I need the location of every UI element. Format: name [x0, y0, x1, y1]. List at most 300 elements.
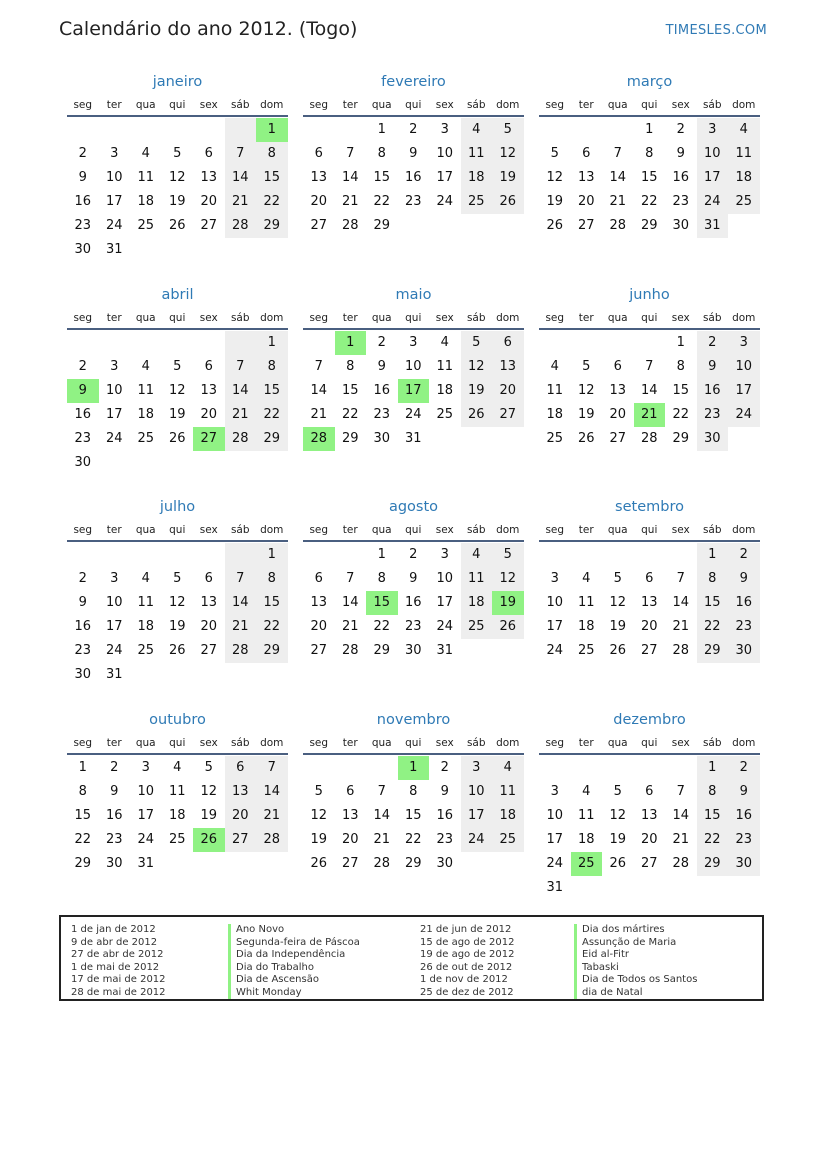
day-cell: 3 — [110, 146, 119, 161]
day-cell: 18 — [137, 407, 155, 422]
empty-day-cell — [303, 118, 335, 142]
day-cell: 13 — [577, 170, 595, 185]
holiday-day-cell: 19 — [492, 591, 524, 615]
empty-day-cell — [335, 756, 367, 780]
day-cell: 3 — [550, 571, 559, 586]
weekday-label: dom — [496, 524, 520, 536]
day-cell: 22 — [341, 407, 359, 422]
weekday-label: dom — [260, 737, 284, 749]
day-cell: 5 — [492, 543, 524, 567]
day-cell: 20 — [492, 379, 524, 403]
day-cell: 24 — [105, 218, 123, 233]
day-cell: 24 — [546, 856, 564, 871]
day-cell: 19 — [546, 194, 564, 209]
day-cell: 12 — [168, 595, 186, 610]
day-cell: 3 — [461, 756, 493, 780]
brand-link[interactable]: TIMESLES.COM — [665, 23, 767, 38]
day-cell: 15 — [256, 591, 288, 615]
legend-holiday-name: Segunda-feira de Páscoa — [236, 936, 360, 948]
legend-date: 1 de jan de 2012 — [71, 924, 156, 935]
day-cell: 23 — [728, 828, 760, 852]
day-grid — [67, 118, 288, 262]
weekday-label: ter — [342, 99, 358, 111]
day-cell: 6 — [582, 146, 591, 161]
empty-day-cell — [539, 756, 571, 780]
day-cell: 3 — [110, 571, 119, 586]
empty-day-cell — [571, 756, 603, 780]
day-cell: 10 — [546, 808, 564, 823]
day-cell: 6 — [204, 146, 213, 161]
day-cell: 12 — [168, 383, 186, 398]
holiday-day-cell: 25 — [571, 852, 603, 876]
empty-day-cell — [256, 663, 288, 687]
day-cell: 16 — [436, 808, 454, 823]
weekday-header — [539, 520, 760, 542]
day-cell: 17 — [546, 619, 564, 634]
weekday-label: sex — [435, 524, 454, 536]
weekday-label: sáb — [230, 524, 250, 536]
month-maio — [303, 283, 524, 451]
day-cell: 29 — [256, 214, 288, 238]
weekday-label: dom — [732, 737, 756, 749]
day-cell: 20 — [640, 619, 658, 634]
day-cell: 10 — [436, 146, 454, 161]
day-cell: 16 — [697, 379, 729, 403]
day-cell: 9 — [440, 784, 449, 799]
day-cell: 4 — [173, 760, 182, 775]
empty-day-cell — [162, 451, 194, 475]
day-cell: 19 — [461, 379, 493, 403]
weekday-label: seg — [309, 524, 329, 536]
weekday-label: qui — [641, 99, 658, 111]
day-cell: 23 — [404, 194, 422, 209]
day-cell: 16 — [74, 194, 92, 209]
day-cell: 27 — [200, 218, 218, 233]
weekday-label: sex — [671, 737, 690, 749]
weekday-label: seg — [73, 312, 93, 324]
empty-day-cell — [130, 543, 162, 567]
day-cell: 18 — [461, 166, 493, 190]
empty-day-cell — [461, 427, 493, 451]
day-cell: 30 — [697, 427, 729, 451]
weekday-label: qua — [371, 99, 392, 111]
day-cell: 25 — [492, 828, 524, 852]
day-cell: 22 — [373, 619, 391, 634]
day-cell: 8 — [256, 355, 288, 379]
day-cell: 13 — [310, 170, 328, 185]
day-grid — [303, 118, 524, 238]
empty-day-cell — [602, 543, 634, 567]
day-cell: 23 — [74, 218, 92, 233]
weekday-label: seg — [73, 99, 93, 111]
holiday-day-cell: 1 — [256, 118, 288, 142]
holiday-day-cell: 27 — [193, 427, 225, 451]
day-cell: 5 — [204, 760, 213, 775]
month-julho — [67, 495, 288, 687]
day-cell: 9 — [697, 355, 729, 379]
day-cell: 15 — [256, 379, 288, 403]
empty-day-cell — [429, 427, 461, 451]
day-cell: 12 — [577, 383, 595, 398]
weekday-label: qua — [135, 312, 156, 324]
empty-day-cell — [67, 331, 99, 355]
day-cell: 23 — [373, 407, 391, 422]
day-cell: 26 — [168, 218, 186, 233]
empty-day-cell — [162, 118, 194, 142]
day-cell: 18 — [546, 407, 564, 422]
empty-day-cell — [99, 331, 131, 355]
weekday-label: seg — [309, 312, 329, 324]
day-cell: 30 — [74, 667, 92, 682]
day-cell: 21 — [341, 194, 359, 209]
day-cell: 30 — [74, 455, 92, 470]
day-cell: 7 — [346, 571, 355, 586]
day-cell: 6 — [613, 359, 622, 374]
day-cell: 21 — [256, 804, 288, 828]
holiday-day-cell: 17 — [398, 379, 430, 403]
legend-date: 21 de jun de 2012 — [420, 924, 512, 935]
day-cell: 14 — [225, 166, 257, 190]
day-cell: 3 — [440, 122, 449, 137]
day-cell: 30 — [74, 242, 92, 257]
weekday-label: sex — [199, 99, 218, 111]
day-cell: 14 — [341, 170, 359, 185]
day-cell: 30 — [436, 856, 454, 871]
day-cell: 13 — [310, 595, 328, 610]
weekday-label: sáb — [702, 737, 722, 749]
day-cell: 31 — [404, 431, 422, 446]
day-cell: 26 — [461, 403, 493, 427]
day-cell: 10 — [546, 595, 564, 610]
day-cell: 14 — [672, 595, 690, 610]
day-cell: 7 — [225, 355, 257, 379]
day-cell: 12 — [546, 170, 564, 185]
month-setembro — [539, 495, 760, 663]
weekday-label: ter — [578, 524, 594, 536]
day-cell: 6 — [314, 571, 323, 586]
day-cell: 26 — [492, 190, 524, 214]
weekday-label: sáb — [466, 737, 486, 749]
empty-day-cell — [634, 756, 666, 780]
day-cell: 19 — [609, 619, 627, 634]
day-cell: 15 — [640, 170, 658, 185]
holiday-legend — [59, 915, 764, 1001]
day-cell: 27 — [310, 643, 328, 658]
day-cell: 21 — [341, 619, 359, 634]
day-cell: 15 — [341, 383, 359, 398]
weekday-label: dom — [260, 524, 284, 536]
day-grid — [67, 543, 288, 687]
day-cell: 29 — [74, 856, 92, 871]
day-cell: 16 — [105, 808, 123, 823]
day-cell: 7 — [256, 756, 288, 780]
day-cell: 25 — [168, 832, 186, 847]
empty-day-cell — [256, 451, 288, 475]
day-cell: 30 — [672, 218, 690, 233]
legend-date: 27 de abr de 2012 — [71, 949, 164, 960]
weekday-label: ter — [578, 99, 594, 111]
weekday-label: qui — [641, 737, 658, 749]
legend-date: 17 de mai de 2012 — [71, 974, 166, 985]
holiday-day-cell: 1 — [335, 331, 367, 355]
day-cell: 11 — [436, 359, 454, 374]
day-cell: 20 — [225, 804, 257, 828]
day-cell: 16 — [404, 170, 422, 185]
day-cell: 8 — [377, 571, 386, 586]
day-cell: 18 — [728, 166, 760, 190]
weekday-label: qua — [135, 524, 156, 536]
empty-day-cell — [225, 852, 257, 876]
day-cell: 29 — [640, 218, 658, 233]
holiday-day-cell: 28 — [303, 427, 335, 451]
weekday-header — [67, 308, 288, 330]
weekday-label: qua — [135, 737, 156, 749]
day-cell: 18 — [168, 808, 186, 823]
day-cell: 5 — [582, 359, 591, 374]
day-cell: 16 — [672, 170, 690, 185]
day-cell: 5 — [314, 784, 323, 799]
day-cell: 20 — [200, 194, 218, 209]
empty-day-cell — [461, 214, 493, 238]
empty-day-cell — [665, 876, 697, 900]
day-cell: 28 — [672, 643, 690, 658]
empty-day-cell — [193, 238, 225, 262]
legend-date: 28 de mai de 2012 — [71, 986, 166, 998]
empty-day-cell — [492, 427, 524, 451]
day-cell: 21 — [373, 832, 391, 847]
weekday-label: seg — [73, 737, 93, 749]
empty-day-cell — [728, 214, 760, 238]
day-cell: 21 — [225, 403, 257, 427]
day-cell: 9 — [409, 571, 418, 586]
day-cell: 1 — [697, 756, 729, 780]
day-cell: 1 — [377, 122, 386, 137]
empty-day-cell — [256, 238, 288, 262]
day-cell: 24 — [546, 643, 564, 658]
day-cell: 8 — [377, 146, 386, 161]
weekday-label: ter — [342, 312, 358, 324]
legend-dates-left — [71, 924, 166, 999]
day-cell: 26 — [577, 431, 595, 446]
weekday-label: ter — [578, 737, 594, 749]
weekday-label: ter — [106, 99, 122, 111]
day-cell: 2 — [409, 122, 418, 137]
weekday-label: qui — [405, 99, 422, 111]
weekday-label: qua — [371, 737, 392, 749]
empty-day-cell — [335, 543, 367, 567]
day-cell: 9 — [676, 146, 685, 161]
day-cell: 23 — [697, 403, 729, 427]
month-name: agosto — [388, 499, 439, 515]
weekday-label: sex — [435, 99, 454, 111]
day-cell: 4 — [461, 118, 493, 142]
day-cell: 9 — [110, 784, 119, 799]
day-cell: 15 — [256, 166, 288, 190]
day-cell: 14 — [640, 383, 658, 398]
day-cell: 4 — [141, 571, 150, 586]
day-cell: 16 — [728, 591, 760, 615]
empty-day-cell — [571, 543, 603, 567]
weekday-label: dom — [260, 99, 284, 111]
day-cell: 4 — [582, 571, 591, 586]
weekday-label: ter — [578, 312, 594, 324]
day-cell: 20 — [310, 619, 328, 634]
day-cell: 20 — [577, 194, 595, 209]
day-cell: 6 — [492, 331, 524, 355]
day-cell: 5 — [173, 571, 182, 586]
day-cell: 5 — [613, 571, 622, 586]
day-cell: 8 — [256, 142, 288, 166]
day-cell: 16 — [728, 804, 760, 828]
weekday-label: sáb — [230, 737, 250, 749]
day-cell: 27 — [200, 643, 218, 658]
weekday-label: sex — [435, 312, 454, 324]
legend-holiday-name: Ano Novo — [236, 924, 285, 935]
day-cell: 24 — [105, 643, 123, 658]
day-cell: 21 — [609, 194, 627, 209]
day-cell: 9 — [409, 146, 418, 161]
day-cell: 28 — [341, 218, 359, 233]
weekday-label: seg — [545, 312, 565, 324]
empty-day-cell — [398, 214, 430, 238]
day-cell: 29 — [697, 639, 729, 663]
empty-day-cell — [728, 427, 760, 451]
day-cell: 10 — [461, 780, 493, 804]
empty-day-cell — [193, 543, 225, 567]
day-cell: 13 — [225, 780, 257, 804]
empty-day-cell — [492, 214, 524, 238]
weekday-label: sáb — [702, 312, 722, 324]
day-cell: 28 — [672, 856, 690, 871]
weekday-header — [303, 308, 524, 330]
day-cell: 1 — [676, 335, 685, 350]
month-outubro — [67, 708, 288, 876]
day-cell: 18 — [436, 383, 454, 398]
day-cell: 24 — [436, 619, 454, 634]
day-cell: 11 — [461, 142, 493, 166]
empty-day-cell — [193, 451, 225, 475]
weekday-label: sex — [199, 737, 218, 749]
day-cell: 14 — [225, 591, 257, 615]
weekday-label: seg — [309, 737, 329, 749]
day-cell: 24 — [461, 828, 493, 852]
day-cell: 2 — [377, 335, 386, 350]
empty-day-cell — [602, 756, 634, 780]
day-cell: 7 — [676, 571, 685, 586]
day-cell: 18 — [577, 619, 595, 634]
weekday-header — [303, 520, 524, 542]
day-cell: 12 — [200, 784, 218, 799]
weekday-label: seg — [545, 524, 565, 536]
day-cell: 26 — [168, 643, 186, 658]
day-cell: 20 — [200, 407, 218, 422]
weekday-label: dom — [496, 99, 520, 111]
weekday-label: sex — [199, 312, 218, 324]
empty-day-cell — [193, 852, 225, 876]
day-cell: 14 — [373, 808, 391, 823]
day-cell: 15 — [74, 808, 92, 823]
day-cell: 30 — [728, 852, 760, 876]
day-cell: 23 — [74, 643, 92, 658]
day-cell: 13 — [640, 808, 658, 823]
day-cell: 10 — [105, 595, 123, 610]
day-cell: 14 — [341, 595, 359, 610]
day-cell: 26 — [492, 615, 524, 639]
weekday-label: sáb — [466, 99, 486, 111]
day-cell: 29 — [256, 639, 288, 663]
empty-day-cell — [162, 663, 194, 687]
day-cell: 15 — [404, 808, 422, 823]
day-cell: 23 — [404, 619, 422, 634]
weekday-label: sáb — [230, 99, 250, 111]
month-name: novembro — [376, 712, 451, 728]
legend-names-left — [228, 924, 360, 999]
day-cell: 25 — [436, 407, 454, 422]
month-name: dezembro — [613, 712, 686, 728]
day-cell: 1 — [256, 331, 288, 355]
empty-day-cell — [634, 331, 666, 355]
day-cell: 3 — [440, 547, 449, 562]
day-cell: 9 — [78, 595, 87, 610]
empty-day-cell — [162, 331, 194, 355]
day-cell: 28 — [640, 431, 658, 446]
month-março — [539, 70, 760, 238]
day-cell: 31 — [436, 643, 454, 658]
empty-day-cell — [193, 663, 225, 687]
day-cell: 17 — [105, 194, 123, 209]
day-cell: 3 — [728, 331, 760, 355]
day-cell: 6 — [645, 571, 654, 586]
day-cell: 17 — [728, 379, 760, 403]
day-cell: 21 — [310, 407, 328, 422]
day-cell: 17 — [105, 407, 123, 422]
day-cell: 19 — [492, 166, 524, 190]
legend-holiday-name: Dia de Todos os Santos — [582, 974, 698, 985]
day-cell: 13 — [609, 383, 627, 398]
day-cell: 23 — [728, 615, 760, 639]
day-cell: 6 — [645, 784, 654, 799]
day-cell: 19 — [168, 407, 186, 422]
day-cell: 9 — [377, 359, 386, 374]
day-grid — [67, 331, 288, 475]
day-cell: 5 — [173, 146, 182, 161]
day-cell: 11 — [137, 595, 155, 610]
day-cell: 2 — [676, 122, 685, 137]
day-cell: 24 — [436, 194, 454, 209]
weekday-header — [67, 733, 288, 755]
day-cell: 16 — [404, 595, 422, 610]
day-cell: 17 — [546, 832, 564, 847]
holiday-day-cell: 1 — [398, 756, 430, 780]
day-cell: 19 — [577, 407, 595, 422]
weekday-label: sex — [199, 524, 218, 536]
empty-day-cell — [193, 118, 225, 142]
weekday-label: qui — [169, 524, 186, 536]
legend-date: 25 de dez de 2012 — [420, 986, 514, 998]
legend-dates-right — [420, 924, 514, 999]
weekday-label: sáb — [466, 524, 486, 536]
empty-day-cell — [602, 331, 634, 355]
day-cell: 13 — [200, 383, 218, 398]
weekday-label: seg — [73, 524, 93, 536]
day-cell: 22 — [256, 615, 288, 639]
legend-holiday-name: Dia da Independência — [236, 949, 346, 960]
empty-day-cell — [99, 543, 131, 567]
day-cell: 3 — [110, 359, 119, 374]
day-cell: 29 — [373, 218, 391, 233]
day-cell: 28 — [225, 214, 257, 238]
day-cell: 25 — [461, 190, 493, 214]
